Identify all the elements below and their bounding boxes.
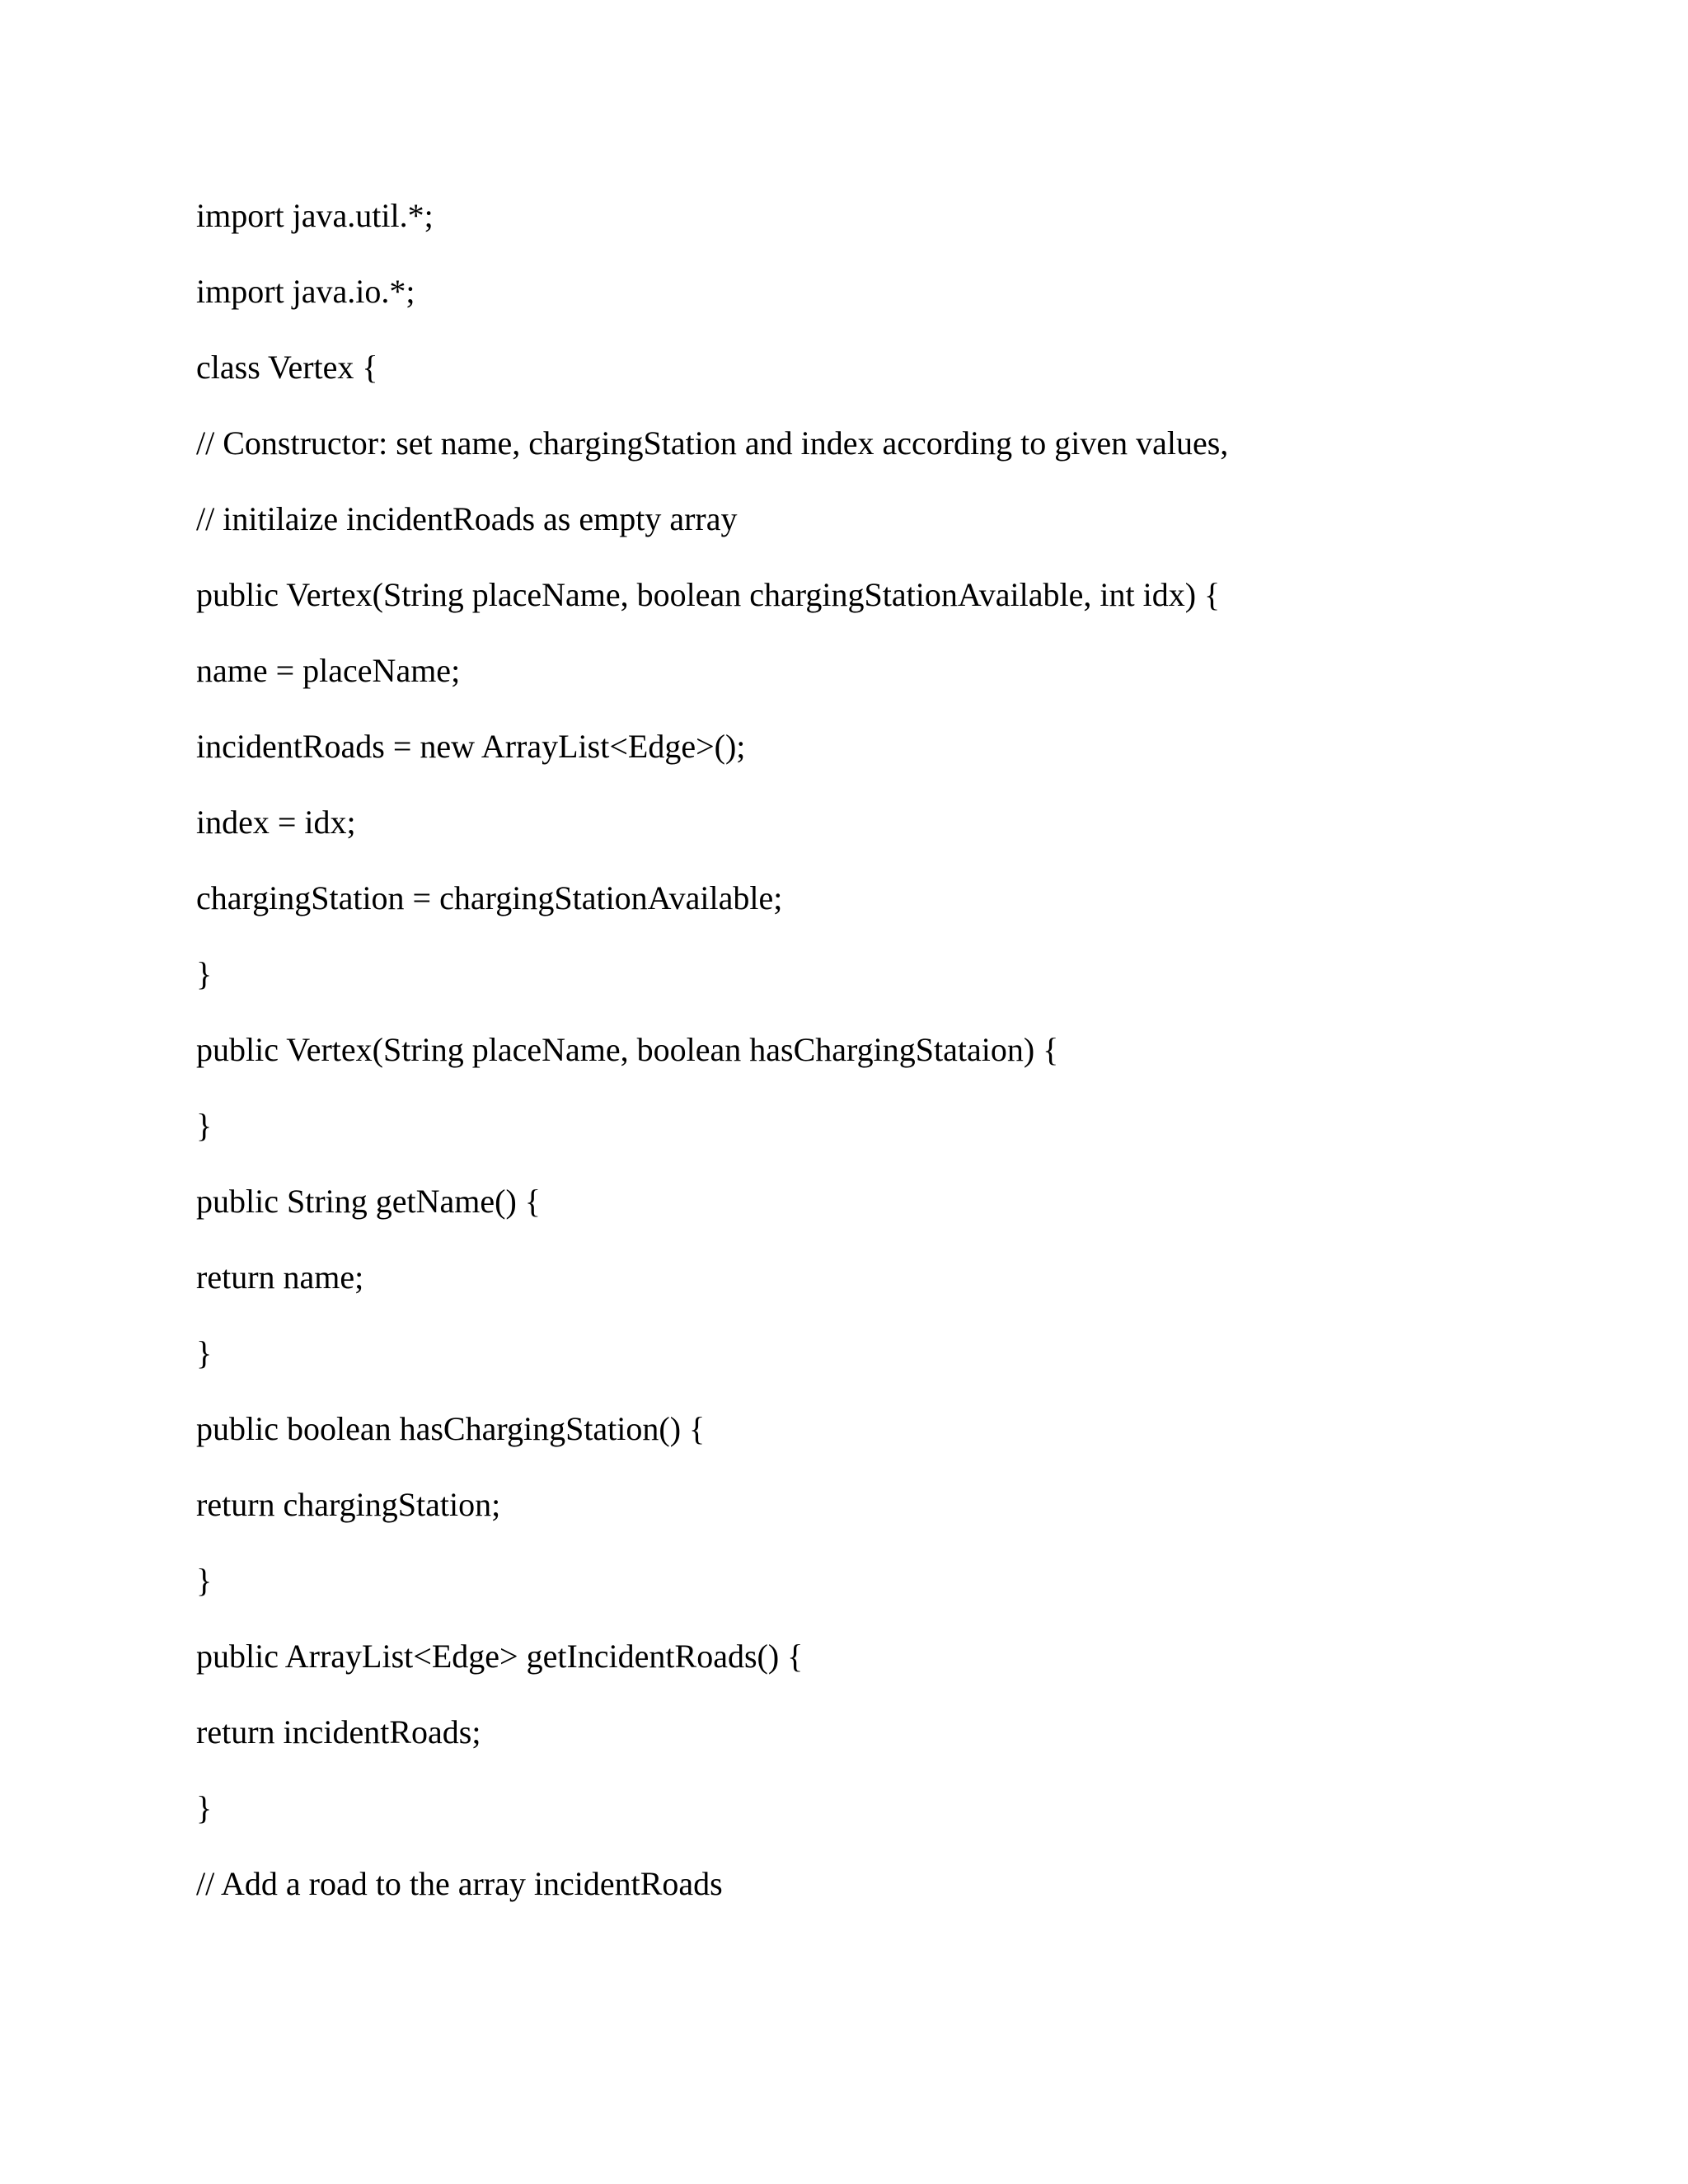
code-line-1: import java.util.*; bbox=[196, 197, 434, 234]
code-line-3: class Vertex { bbox=[196, 349, 378, 386]
code-line-2: import java.io.*; bbox=[196, 273, 415, 310]
code-line-16: } bbox=[196, 1334, 213, 1371]
code-line-12: public Vertex(String placeName, boolean hasChargingStataion) { bbox=[196, 1031, 1059, 1068]
code-line-21: return incidentRoads; bbox=[196, 1713, 481, 1750]
code-line-17: public boolean hasChargingStation() { bbox=[196, 1410, 706, 1447]
code-line-15: return name; bbox=[196, 1258, 364, 1296]
code-line-23: // Add a road to the array incidentRoads bbox=[196, 1865, 723, 1902]
code-line-10: chargingStation = chargingStationAvailable; bbox=[196, 879, 783, 916]
code-listing bbox=[196, 0, 1663, 2184]
code-line-6: public Vertex(String placeName, boolean chargingStationAvailable, int idx) { bbox=[196, 576, 1221, 613]
code-line-7: name = placeName; bbox=[196, 652, 461, 689]
code-line-5: // initilaize incidentRoads as empty array bbox=[196, 500, 738, 537]
code-line-13: } bbox=[196, 1107, 213, 1144]
code-line-14: public String getName() { bbox=[196, 1183, 541, 1220]
code-line-8: incidentRoads = new ArrayList<Edge>(); bbox=[196, 728, 746, 765]
code-line-4: // Constructor: set name, chargingStation and index according to given values, bbox=[196, 424, 1229, 462]
code-line-18: return chargingStation; bbox=[196, 1486, 501, 1523]
code-line-19: } bbox=[196, 1562, 213, 1599]
code-line-20: public ArrayList<Edge> getIncidentRoads() { bbox=[196, 1638, 804, 1675]
code-line-9: index = idx; bbox=[196, 804, 356, 841]
code-line-22: } bbox=[196, 1789, 213, 1826]
code-line-11: } bbox=[196, 955, 213, 992]
